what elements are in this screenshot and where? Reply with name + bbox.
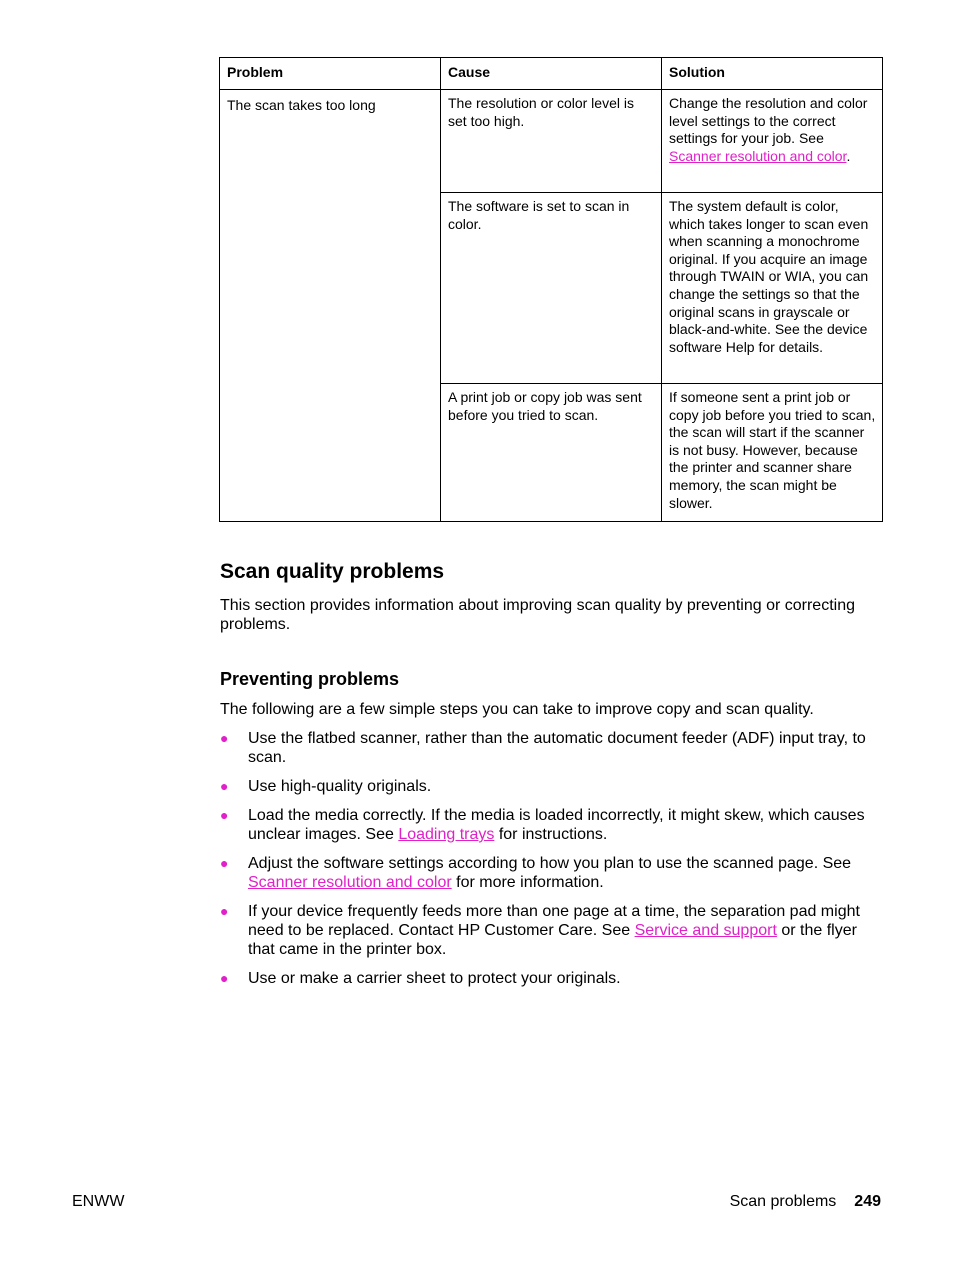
tips-list xyxy=(220,729,880,998)
list-item xyxy=(220,854,880,892)
column-header-solution: Solution xyxy=(662,58,883,90)
bullet-icon: ● xyxy=(220,855,229,871)
list-item xyxy=(220,969,880,988)
list-item xyxy=(220,729,880,767)
list-item-text: Load the media correctly. If the media is loaded incorrectly, it might skew, which causes unclear images. See xyxy=(248,807,865,843)
bullet-icon: ● xyxy=(220,970,229,986)
bullet-icon: ● xyxy=(220,778,229,794)
list-item-text-end: for more information. xyxy=(451,874,604,891)
solution-text: Change the resolution and color level settings to the correct settings for your job. See xyxy=(669,95,868,147)
bullet-icon: ● xyxy=(220,903,229,919)
list-item xyxy=(220,806,880,844)
list-item-text: Adjust the software settings according to how you plan to use the scanned page. See xyxy=(248,855,852,872)
solution-cell xyxy=(662,90,883,193)
section-title: Scan quality problems xyxy=(220,560,445,583)
list-item xyxy=(220,902,880,959)
column-header-cause: Cause xyxy=(441,58,662,90)
solution-cell: If someone sent a print job or copy job before you tried to scan, the scan will start if the scanner is not busy. However, because the printer and scanner share memory, the scan might be slower. xyxy=(662,384,883,522)
list-item-text: If your device frequently feeds more than one page at a time, the separation pad might need to be replaced. Contact HP Customer Care. See xyxy=(248,903,860,939)
scanner-resolution-link[interactable]: Scanner resolution and color xyxy=(248,874,452,891)
subsection-lead: The following are a few simple steps you can take to improve copy and scan quality. xyxy=(220,701,814,718)
solution-cell: The system default is color, which takes longer to scan even when scanning a monochrome original. If you acquire an image through TWAIN or WIA, you can change the settings so that the original scans in grayscale or black-and-white. See the device software Help for details. xyxy=(662,193,883,384)
page-number: 249 xyxy=(854,1193,881,1210)
footer-section-name: Scan problems xyxy=(729,1193,837,1210)
table-row xyxy=(220,90,883,193)
section-intro: This section provides information about improving scan quality by preventing or correcting problems. xyxy=(220,597,855,633)
list-item-text-end: for instructions. xyxy=(494,826,608,843)
list-item-text: Use the flatbed scanner, rather than the automatic document feeder (ADF) input tray, to scan. xyxy=(248,730,866,766)
scanner-resolution-link[interactable]: Scanner resolution and color xyxy=(669,147,847,164)
solution-text-end: . xyxy=(846,147,851,164)
cause-cell: The software is set to scan in color. xyxy=(441,193,662,384)
table-header-row xyxy=(220,58,883,90)
loading-trays-link[interactable]: Loading trays xyxy=(398,826,495,843)
list-item-text-end: or the flyer that came in the printer box. xyxy=(248,922,857,958)
list-item xyxy=(220,777,880,796)
cause-cell: A print job or copy job was sent before you tried to scan. xyxy=(441,384,662,522)
cause-cell: The resolution or color level is set too high. xyxy=(441,90,662,193)
footer-doc-code: ENWW xyxy=(72,1193,125,1210)
service-and-support-link[interactable]: Service and support xyxy=(634,922,777,939)
bullet-icon: ● xyxy=(220,807,229,823)
subsection-title: Preventing problems xyxy=(220,669,400,689)
column-header-problem: Problem xyxy=(220,58,441,90)
list-item-text: Use high-quality originals. xyxy=(248,778,432,795)
footer-right xyxy=(730,1192,881,1211)
problem-cell: The scan takes too long xyxy=(220,90,441,522)
bullet-icon: ● xyxy=(220,730,229,746)
list-item-text: Use or make a carrier sheet to protect your originals. xyxy=(248,970,621,987)
troubleshooting-table xyxy=(219,57,883,522)
